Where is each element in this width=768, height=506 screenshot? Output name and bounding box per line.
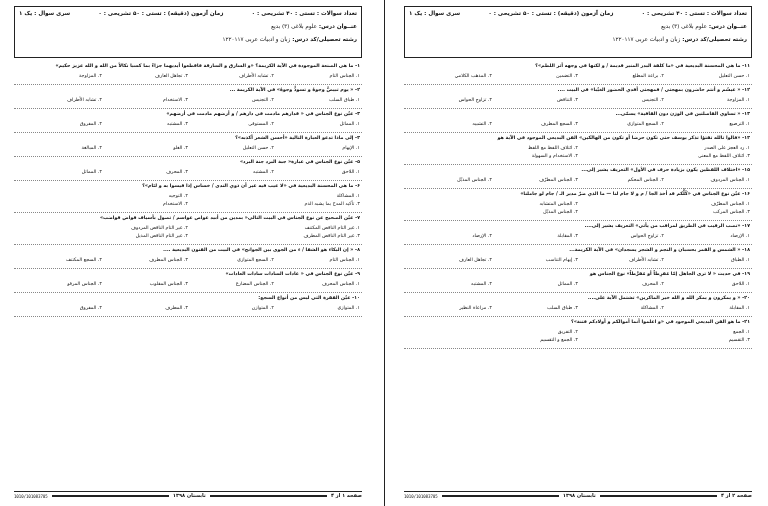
answer-option: ۳. الجناس المطرّف [539, 178, 578, 183]
answer-option: ۳. الجناس المركب [712, 210, 750, 215]
question-item [14, 61, 362, 85]
answer-option: ۴. تزاوج الحواس [458, 98, 492, 103]
answer-option: ۱. الجناس التام [329, 74, 360, 79]
footer-term: تابستان ۱۳۹۸ [172, 493, 206, 499]
answer-option: ۱. الجناس المحرف [321, 282, 360, 287]
question-text: ۷- عيّن الصحيح عن نوع الجناس في البيت التالي« بمدين من أبيد عواص عواسم / تصول بأسياف قواض قواضب» [99, 216, 360, 221]
option-list [16, 73, 360, 81]
option-list [16, 281, 360, 289]
question-item [404, 109, 752, 133]
option-list [16, 121, 360, 129]
answer-option: ۳. المحرف [166, 170, 188, 175]
answer-option: ۳. التضمين [556, 74, 578, 79]
question-list [14, 61, 362, 317]
question-text: ۱۲- « عيشُم و أنتم حاضرون بمهجتي / فمهجتي أفدي الحضور الغيّبا» في البيت .... [557, 88, 750, 93]
answer-option: ۱. الإرصاد [730, 234, 750, 239]
option-list [406, 73, 750, 81]
answer-option: ۲. ائتلاف اللفظ مع اللفظ [528, 146, 578, 151]
question-text: ۱۵- «اختلاف اللفظين يكون بزيادة حرف في الأول» التعريف يشير إلى... [581, 168, 750, 173]
question-text: ۲۰- « و يمكرون و يمكر الله و الله خير الماكرين» تشتمل الآية على.... [587, 296, 750, 301]
answer-option: ۳. الاستخدام [162, 98, 188, 103]
answer-option: ۲. السجع المتوازي [627, 122, 664, 127]
answer-option: ۱. المقابلة [729, 306, 750, 311]
option-list [16, 257, 360, 265]
question-text: ۲۱- ما هو الفن البديعي الموجود في «و اعلموا أنما أموالكم و أولادكم فتنة»؟ [571, 320, 750, 325]
answer-option: ۴. المبالغة [81, 146, 102, 151]
answer-option: ۳. الغلو [173, 146, 188, 151]
answer-option: ۲. المشتبه [253, 170, 274, 175]
question-text: ۵- عيّن نوع الجناس في عبارة« جبة البرد جنة البرد» [239, 160, 360, 165]
question-list [404, 61, 752, 349]
answer-option: ۴. المزاوجة [78, 74, 102, 79]
total-questions-label: تعداد سوالات : تستی : ۴۰ تشریحی : ۰ [641, 11, 747, 17]
answer-option: ۴. الجناس المذيّل [457, 178, 492, 183]
option-list [406, 329, 750, 345]
answer-option: ۳. المطرف [165, 306, 188, 311]
question-text: ۱۶- عيّن نوع الجناس في «كُلُّكم قد أخذ الجا / م و لا جام لنا — ما الذي ضرّ مدير الـ / جام لو جاملنا» [520, 192, 750, 197]
question-text: ۳- عيّن نوع الجناس في « قدارهم مادمت في دارهم / و أرضهم مادمت في أرضهم» [166, 112, 360, 117]
time-label: زمان آزمون (دقیقه) : تستی : ۵۰ تشریحی : ۰ [98, 11, 224, 17]
answer-option: ۲. تشابه الأطراف [629, 258, 664, 263]
answer-option: ۳. السجع المطرف [541, 122, 578, 127]
answer-option: ۲. المشاكلة [640, 306, 664, 311]
answer-option: ۱. غير التام الناقص المكتنف [304, 226, 360, 231]
question-item [14, 245, 362, 269]
answer-option: ۱. المماثل [339, 122, 360, 127]
field-line: رشته تحصیلی/کد درس: زبان و ادبیات عربی ۱۲۲۰۱۱۷ [612, 37, 747, 43]
answer-option: ۲. تزاوج الحواس [630, 234, 664, 239]
option-list [16, 169, 360, 177]
field-line: رشته تحصیلی/کد درس: زبان و ادبیات عربی ۱۲۲۰۱۱۷ [222, 37, 357, 43]
answer-option: ۲. التوجيه [168, 194, 188, 199]
answer-option: ۱. الطباق [731, 258, 750, 263]
answer-option: ۱. الجمع [733, 330, 750, 335]
exam-page-2 [404, 6, 752, 500]
page-footer [404, 491, 752, 500]
question-item [404, 317, 752, 349]
answer-option: ۲. التجنيس [252, 98, 274, 103]
course-line: عنــوان درس: علوم بلاغی (۳) بدیع [661, 24, 747, 30]
course-line: عنــوان درس: علوم بلاغی (۳) بدیع [271, 24, 357, 30]
answer-option: ۲. براعة المطلع [632, 74, 664, 79]
answer-option: ۱. الجناس المطرّف [711, 202, 750, 207]
answer-option: ۳. تجاهل العارف [154, 74, 188, 79]
footer-page-number: صفحه ۲ از ۴ [720, 493, 752, 499]
answer-option: ۲. التفريق [557, 330, 578, 335]
answer-option: ۲. المستوفى [248, 122, 274, 127]
answer-option: ۴. الجناس المرفو [67, 282, 102, 287]
exam-header [404, 6, 752, 58]
question-text: ۱۰- عيّن الفقرة التي ليس من أنواع السجع: [258, 296, 360, 301]
series-label: سری سوال : یک ۱ [19, 11, 71, 17]
answer-option: ۴. المماثل [81, 170, 102, 175]
option-list [406, 201, 750, 217]
question-item [14, 269, 362, 293]
answer-option: ۱. الترصيع [729, 122, 750, 127]
answer-option: ۳. المماثل [557, 282, 578, 287]
answer-option: ۴. الجمع و التقسيم [540, 338, 578, 343]
answer-option: ۳. ائتلاف اللفظ مع المعنى [698, 154, 750, 159]
question-item [14, 213, 362, 245]
answer-option: ۱. المشاكلة [336, 194, 360, 199]
option-list [406, 305, 750, 313]
option-list [16, 193, 360, 209]
answer-option: ۲. الجناس المحكم [627, 178, 664, 183]
answer-option: ۳. الجناس المقلوب [149, 282, 188, 287]
answer-option: ۴. الاستخدام و السهولة [531, 154, 578, 159]
answer-option: ۱. اللاحق [731, 282, 750, 287]
option-list [16, 145, 360, 153]
question-text: ۱- ما هي الصنعة الموجودة في الآية الكريمة؟ «و السارق و السارقة فاقطعوا أيديهما جزاءً بما كسبا نكالاً من الله و الله عزيز حكيم» [55, 64, 360, 69]
question-item [14, 293, 362, 317]
question-text: ۲- « يوم تبيضُّ وجوهٌ و تسودُّ وجوهٌ» في الآية الكريمة ... [229, 88, 360, 93]
answer-option: ۲. التجنيس [642, 98, 664, 103]
answer-option: ۱. الإيهام [342, 146, 360, 151]
answer-option: ۴. التشبيه [472, 122, 492, 127]
exam-header [14, 6, 362, 58]
answer-option: ۲. تشابه الأطراف [239, 74, 274, 79]
option-list [406, 177, 750, 185]
answer-option: ۲. السجع المتوازي [237, 258, 274, 263]
question-text: ۱۱- ما هي المحسنة البديعية في «ما كلفة البدر المنير قديمة / و لكنها في وجهه أثر اللطم»؟ [535, 64, 750, 69]
question-text: ۱۸- « الشمس و القمر بحسبان و النجم و الشجر يسجدان» في الآية الكريمة... [569, 248, 750, 253]
answer-option: ۲. الجناس المضارع [235, 282, 274, 287]
answer-option: ۴. الجناس المذيّل [543, 210, 578, 215]
option-list [406, 233, 750, 241]
answer-option: ۳. التقسيم [728, 338, 750, 343]
answer-option: ۱. الجناس التام [329, 258, 360, 263]
question-item [404, 165, 752, 189]
question-item [404, 133, 752, 165]
option-list [406, 257, 750, 265]
answer-option: ۲. المتوازن [251, 306, 274, 311]
answer-option: ۱. حسن التعليل [718, 74, 750, 79]
option-list [406, 121, 750, 129]
answer-option: ۴. تجاهل العارف [458, 258, 492, 263]
option-list [16, 97, 360, 105]
answer-option: ۲. حسن التعليل [242, 146, 274, 151]
answer-option: ۴. الإرصاد [472, 234, 492, 239]
time-label: زمان آزمون (دقیقه) : تستی : ۵۰ تشریحی : ۰ [488, 11, 614, 17]
option-list [406, 145, 750, 161]
question-item [14, 133, 362, 157]
question-text: ۶- ما هي المحسنة البديعية في «لا عيب فيه غير أن ذوي الندى / خساس إذا قيسوا به و لئام»؟ [142, 184, 360, 189]
answer-option: ۴. تشابه الأطراف [67, 98, 102, 103]
question-text: ۴- إلى ماذا تدعو العبارة التالية «أحسن الشعر أكذبه»؟ [235, 136, 360, 141]
page-footer [14, 491, 362, 500]
answer-option: ۱. المزاوجة [726, 98, 750, 103]
answer-option: ۳. التناقض [557, 98, 578, 103]
question-text: ۸- « إن البكاء هو الشفا / ء من الجوى بين الجوانح» في البيت من الفنون البديعية .... [163, 248, 360, 253]
answer-option: ۱. المتوازي [337, 306, 360, 311]
question-item [14, 85, 362, 109]
answer-option: ۲. غير التام الناقص المردوف [131, 226, 188, 231]
answer-option: ۴. المشتبه [471, 282, 492, 287]
answer-option: ۳. المقابلة [557, 234, 578, 239]
question-text: ۱۳- « تساوي الفاصلتين في الوزن دون القافية» يسمّى... [615, 112, 750, 117]
page-divider [384, 0, 385, 506]
footer-code: 1010/101083705 [403, 493, 438, 499]
total-questions-label: تعداد سوالات : تستی : ۴۰ تشریحی : ۰ [251, 11, 357, 17]
question-item [404, 61, 752, 85]
question-text: ۱۷- «نصب الرقيب في الطريق لمراقب من يأتي» التعريف يشير إلى.... [584, 224, 750, 229]
footer-term: تابستان ۱۳۹۸ [562, 493, 596, 499]
question-text: ۱۴- «فالوا تالله تفتؤا تذكر يوسف حتى تكون حرضا أو تكون من الهالكين» الفن البديعي الموجود في الآية هو [497, 136, 750, 141]
answer-option: ۳. الجناس المطرف [149, 258, 188, 263]
question-text: ۱۹- في حديث « لا ترى الجاهل إمّا مُفرِطاً أو مُفرِّطاً» نوع الجناس هو [589, 272, 750, 277]
question-item [14, 157, 362, 181]
question-item [404, 189, 752, 221]
option-list [406, 97, 750, 105]
answer-option: ۴. المذهب الكلامي [454, 74, 492, 79]
question-item [404, 85, 752, 109]
answer-option: ۳. تأكيد المدح بما يشبه الذم [304, 202, 360, 207]
answer-option: ۱. طباق السلب [329, 98, 360, 103]
question-item [404, 293, 752, 317]
footer-code: 1010/101083705 [13, 493, 48, 499]
option-list [406, 281, 750, 289]
answer-option: ۳. إيهام التناسب [545, 258, 578, 263]
answer-option: ۳. غير التام الناقص المطرف [303, 234, 360, 239]
answer-option: ۲. المحرف [642, 282, 664, 287]
option-list [16, 305, 360, 313]
footer-page-number: صفحه ۱ از ۴ [330, 493, 362, 499]
answer-option: ۱. الجناس المردوف [710, 178, 750, 183]
answer-option: ۴. السجع المكتنف [66, 258, 102, 263]
question-item [404, 269, 752, 293]
answer-option: ۱. رد العجز على الصدر [704, 146, 750, 151]
question-item [404, 221, 752, 245]
answer-option: ۳. المشتبه [167, 122, 188, 127]
question-item [404, 245, 752, 269]
answer-option: ۴. المفروق [79, 122, 102, 127]
answer-option: ۴. الاستخدام [162, 202, 188, 207]
answer-option: ۳. طباق السلب [547, 306, 578, 311]
answer-option: ۲. الجناس المتشابه [539, 202, 578, 207]
answer-option: ۴. المفروق [79, 306, 102, 311]
answer-option: ۴. مراعاة النظير [459, 306, 492, 311]
answer-option: ۱. اللاحق [341, 170, 360, 175]
question-text: ۹- عيّن نوع الجناس في « عادات السادات سادات العادات» [225, 272, 360, 277]
option-list [16, 225, 360, 241]
answer-option: ۴. غير التام الناقص المذيل [135, 234, 188, 239]
question-item [14, 109, 362, 133]
series-label: سری سوال : یک ۱ [409, 11, 461, 17]
exam-page-1 [14, 6, 362, 500]
question-item [14, 181, 362, 213]
